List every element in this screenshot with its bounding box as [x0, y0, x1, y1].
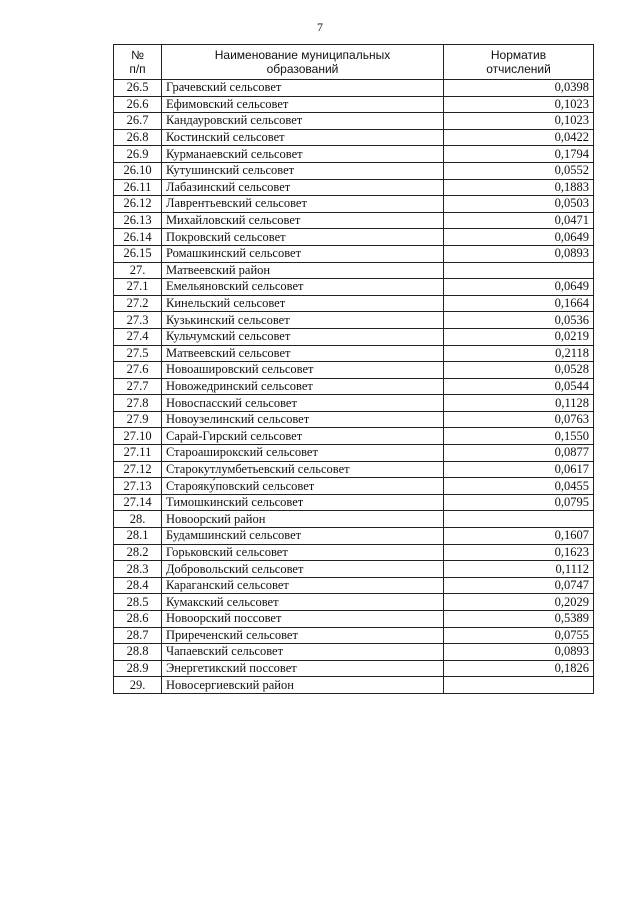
municipality-name: Горьковский сельсовет [162, 544, 444, 561]
table-row [114, 245, 594, 262]
row-number: 27.7 [114, 378, 162, 395]
municipality-name: Кузькинский сельсовет [162, 312, 444, 329]
municipality-name: Энергетикский поссовет [162, 660, 444, 677]
allocation-norm: 0,1550 [444, 428, 594, 445]
header-number: № п/п [114, 45, 162, 80]
row-number: 27.8 [114, 395, 162, 412]
municipality-name: Новоузелинский сельсовет [162, 411, 444, 428]
table-row [114, 328, 594, 345]
allocation-norm: 0,0455 [444, 478, 594, 495]
table-row [114, 179, 594, 196]
allocation-norm: 0,0536 [444, 312, 594, 329]
table-row [114, 212, 594, 229]
table-row [114, 478, 594, 495]
municipality-name: Новоорский район [162, 511, 444, 528]
table-row [114, 129, 594, 146]
allocation-norm [444, 677, 594, 694]
row-number: 28.6 [114, 611, 162, 628]
table-header-row [114, 45, 594, 80]
row-number: 27.6 [114, 362, 162, 379]
allocation-norm: 0,5389 [444, 611, 594, 628]
row-number: 28.7 [114, 627, 162, 644]
municipality-name: Новоашировский сельсовет [162, 362, 444, 379]
municipality-name: Староаширокский сельсовет [162, 445, 444, 462]
municipality-name: Кинельский сельсовет [162, 295, 444, 312]
row-number: 27. [114, 262, 162, 279]
table-row [114, 295, 594, 312]
table-row [114, 378, 594, 395]
allocation-norm: 0,1112 [444, 561, 594, 578]
table-row [114, 113, 594, 130]
municipality-name: Грачевский сельсовет [162, 80, 444, 97]
allocation-norm: 0,0747 [444, 577, 594, 594]
row-number: 26.12 [114, 196, 162, 213]
row-number: 27.14 [114, 494, 162, 511]
municipality-name: Тимошкинский сельсовет [162, 494, 444, 511]
municipality-name: Михайловский сельсовет [162, 212, 444, 229]
allocation-norm: 0,0893 [444, 644, 594, 661]
allocation-norm: 0,1623 [444, 544, 594, 561]
table-row [114, 312, 594, 329]
table-row [114, 428, 594, 445]
row-number: 28.5 [114, 594, 162, 611]
allocation-norm [444, 262, 594, 279]
table-row [114, 561, 594, 578]
table-row [114, 594, 594, 611]
row-number: 28. [114, 511, 162, 528]
table-row [114, 544, 594, 561]
allocation-norm: 0,0795 [444, 494, 594, 511]
table-row [114, 644, 594, 661]
municipality-name: Чапаевский сельсовет [162, 644, 444, 661]
row-number: 26.7 [114, 113, 162, 130]
table-row [114, 80, 594, 97]
row-number: 26.14 [114, 229, 162, 246]
table-row [114, 511, 594, 528]
table-row [114, 395, 594, 412]
allocation-norm: 0,0422 [444, 129, 594, 146]
allocation-norm: 0,1664 [444, 295, 594, 312]
municipality-name: Старокутлумбетьевский сельсовет [162, 461, 444, 478]
municipality-name: Новожедринский сельсовет [162, 378, 444, 395]
table-row [114, 146, 594, 163]
allocation-norm: 0,0617 [444, 461, 594, 478]
allocation-norm: 0,1128 [444, 395, 594, 412]
municipality-name: Кутушинский сельсовет [162, 162, 444, 179]
municipality-name: Добровольский сельсовет [162, 561, 444, 578]
allocation-norm [444, 511, 594, 528]
row-number: 28.2 [114, 544, 162, 561]
municipality-name: Лаврентьевский сельсовет [162, 196, 444, 213]
allocation-norm: 0,0544 [444, 378, 594, 395]
row-number: 26.11 [114, 179, 162, 196]
row-number: 27.13 [114, 478, 162, 495]
allocation-norms-table [113, 44, 594, 694]
municipality-name: Покровский сельсовет [162, 229, 444, 246]
table-row [114, 660, 594, 677]
municipality-name: Матвеевский сельсовет [162, 345, 444, 362]
table-row [114, 494, 594, 511]
allocation-norm: 0,0877 [444, 445, 594, 462]
header-allocation-norm: Норматив отчислений [444, 45, 594, 80]
allocation-norm: 0,0649 [444, 229, 594, 246]
allocation-norm: 0,1794 [444, 146, 594, 163]
municipality-name: Лабазинский сельсовет [162, 179, 444, 196]
allocation-norm: 0,0763 [444, 411, 594, 428]
table-row [114, 162, 594, 179]
municipality-name: Будамшинский сельсовет [162, 528, 444, 545]
municipality-name: Кульчумский сельсовет [162, 328, 444, 345]
allocation-norm: 0,0649 [444, 279, 594, 296]
table-row [114, 677, 594, 694]
row-number: 26.9 [114, 146, 162, 163]
row-number: 27.4 [114, 328, 162, 345]
municipality-name: Ефимовский сельсовет [162, 96, 444, 113]
municipality-name: Новосергиевский район [162, 677, 444, 694]
municipality-name: Караганский сельсовет [162, 577, 444, 594]
table-row [114, 611, 594, 628]
row-number: 27.12 [114, 461, 162, 478]
table-row [114, 445, 594, 462]
table-row [114, 577, 594, 594]
allocation-norm: 0,1607 [444, 528, 594, 545]
table-row [114, 362, 594, 379]
table-row [114, 627, 594, 644]
row-number: 28.1 [114, 528, 162, 545]
row-number: 28.4 [114, 577, 162, 594]
allocation-norm: 0,0503 [444, 196, 594, 213]
row-number: 26.13 [114, 212, 162, 229]
allocation-norm: 0,1826 [444, 660, 594, 677]
municipality-name: Матвеевский район [162, 262, 444, 279]
row-number: 26.15 [114, 245, 162, 262]
allocation-norm: 0,1023 [444, 113, 594, 130]
allocation-norm: 0,2118 [444, 345, 594, 362]
allocation-norm: 0,1883 [444, 179, 594, 196]
row-number: 27.2 [114, 295, 162, 312]
municipality-name: Сарай-Гирский сельсовет [162, 428, 444, 445]
municipality-name: Новоспасский сельсовет [162, 395, 444, 412]
table-body [114, 80, 594, 694]
municipality-name: Новоорский поссовет [162, 611, 444, 628]
row-number: 26.5 [114, 80, 162, 97]
table-row [114, 196, 594, 213]
allocation-norm: 0,0471 [444, 212, 594, 229]
table-row [114, 96, 594, 113]
page-number: 7 [317, 20, 323, 34]
allocation-norm: 0,0893 [444, 245, 594, 262]
allocation-norm: 0,2029 [444, 594, 594, 611]
municipality-name: Костинский сельсовет [162, 129, 444, 146]
municipality-name: Ромашкинский сельсовет [162, 245, 444, 262]
table-row [114, 345, 594, 362]
municipality-name: Старояку́повский сельсовет [162, 478, 444, 495]
municipality-name: Кандауровский сельсовет [162, 113, 444, 130]
table-row [114, 229, 594, 246]
allocation-norm: 0,0755 [444, 627, 594, 644]
row-number: 26.6 [114, 96, 162, 113]
row-number: 28.3 [114, 561, 162, 578]
table-row [114, 461, 594, 478]
row-number: 27.9 [114, 411, 162, 428]
row-number: 28.8 [114, 644, 162, 661]
municipality-name: Емельяновский сельсовет [162, 279, 444, 296]
municipality-name: Курманаевский сельсовет [162, 146, 444, 163]
row-number: 29. [114, 677, 162, 694]
row-number: 27.5 [114, 345, 162, 362]
table-row [114, 262, 594, 279]
allocation-norm: 0,0552 [444, 162, 594, 179]
table-row [114, 411, 594, 428]
row-number: 26.8 [114, 129, 162, 146]
row-number: 26.10 [114, 162, 162, 179]
header-municipality-name: Наименование муниципальных образований [162, 45, 444, 80]
row-number: 27.10 [114, 428, 162, 445]
row-number: 27.3 [114, 312, 162, 329]
allocation-norm: 0,0528 [444, 362, 594, 379]
row-number: 27.1 [114, 279, 162, 296]
allocation-norm: 0,0398 [444, 80, 594, 97]
municipality-name: Приреченский сельсовет [162, 627, 444, 644]
allocation-norm: 0,1023 [444, 96, 594, 113]
row-number: 28.9 [114, 660, 162, 677]
municipality-name: Кумакский сельсовет [162, 594, 444, 611]
table-row [114, 528, 594, 545]
allocation-norm: 0,0219 [444, 328, 594, 345]
table-row [114, 279, 594, 296]
row-number: 27.11 [114, 445, 162, 462]
